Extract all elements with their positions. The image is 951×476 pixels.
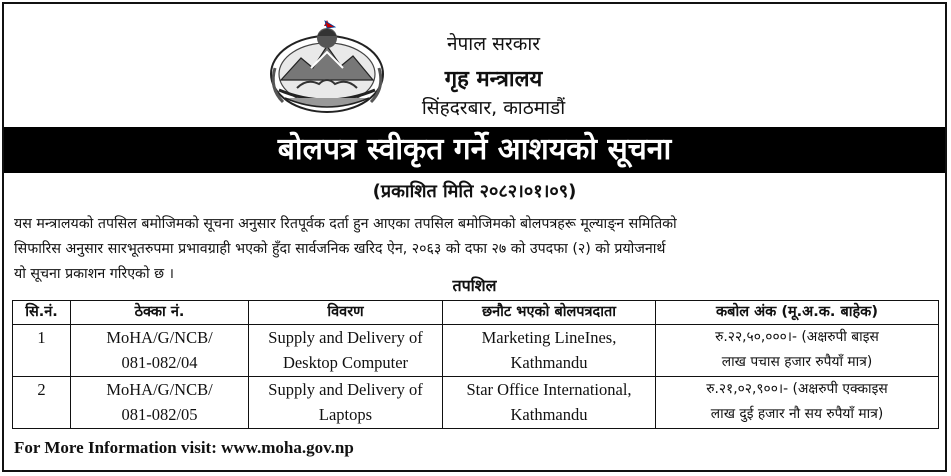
column-header-amount: कबोल अंक (मू.अ.क. बाहेक) (656, 301, 939, 325)
notice-title-banner: बोलपत्र स्वीकृत गर्ने आशयको सूचना (4, 127, 945, 173)
amount-line: रु.२१,०२,९००।- (अक्षरुपी एक्काइस (706, 381, 888, 397)
contract-line: 081-082/05 (121, 405, 198, 424)
amount-line: लाख पचास हजार रुपैयाँ मात्र) (721, 354, 873, 370)
bidder-line: Marketing LineInes, (481, 328, 617, 347)
amount-cell (656, 377, 939, 429)
notice-body-line: यो सूचना प्रकाशन गरिएको छ । (14, 266, 174, 282)
table-caption: तपशिल (452, 276, 497, 295)
table-row (13, 325, 939, 377)
description-line: Supply and Delivery of (268, 380, 423, 399)
publication-date: (प्रकाशित मिति २०८२।०१।०९) (372, 181, 577, 202)
description-line: Desktop Computer (282, 353, 409, 372)
header (4, 4, 945, 126)
contract-line: MoHA/G/NCB/ (106, 380, 213, 399)
description-cell (249, 377, 443, 429)
contract-line: 081-082/04 (121, 353, 198, 372)
bidder-line: Kathmandu (510, 405, 588, 424)
description-cell (249, 325, 443, 377)
column-header-description: विवरण (249, 301, 443, 325)
ministry-address: सिंहदरबार, काठमाडौं (421, 97, 566, 119)
ministry-name: गृह मन्त्रालय (444, 67, 543, 92)
sn-cell: 2 (13, 377, 71, 429)
amount-line: रु.२२,५०,०००।- (अक्षरुपी बाइस (715, 329, 879, 345)
table-header-row (13, 301, 939, 325)
contract-table (12, 300, 939, 429)
notice-body-line: यस मन्त्रालयको तपसिल बमोजिमको सूचना अनुसार रितपूर्वक दर्ता हुन आएका तपसिल बमोजिमको बोलपत्रहरू मूल्याङ्‍न समितिको (14, 216, 677, 232)
more-info-footer: For More Information visit: www.moha.gov.np (14, 438, 354, 457)
column-header-sn: सि.नं. (13, 301, 71, 325)
bidder-cell (443, 325, 656, 377)
contract-line: MoHA/G/NCB/ (106, 328, 213, 347)
bidder-line: Kathmandu (510, 353, 588, 372)
government-name: नेपाल सरकार (446, 33, 541, 55)
description-line: Supply and Delivery of (268, 328, 423, 347)
sn-cell: 1 (13, 325, 71, 377)
contract-cell (71, 325, 249, 377)
bidder-line: Star Office International, (466, 380, 632, 399)
table-row (13, 377, 939, 429)
amount-cell (656, 325, 939, 377)
column-header-bidder: छनौट भएको बोलपत्रदाता (443, 301, 656, 325)
public-notice (2, 2, 947, 472)
column-header-contract: ठेक्का नं. (71, 301, 249, 325)
notice-body-line: सिफारिस अनुसार सारभूतरुपमा प्रभावग्राही भएको हुँदा सार्वजनिक खरिद ऐन, २०६३ को दफा २७ को उपदफा (२) को प्रयोजनार्थ (14, 241, 666, 257)
description-line: Laptops (318, 405, 373, 424)
amount-line: लाख दुई हजार नौ सय रुपैयाँ मात्र) (710, 406, 884, 422)
bidder-cell (443, 377, 656, 429)
contract-cell (71, 377, 249, 429)
